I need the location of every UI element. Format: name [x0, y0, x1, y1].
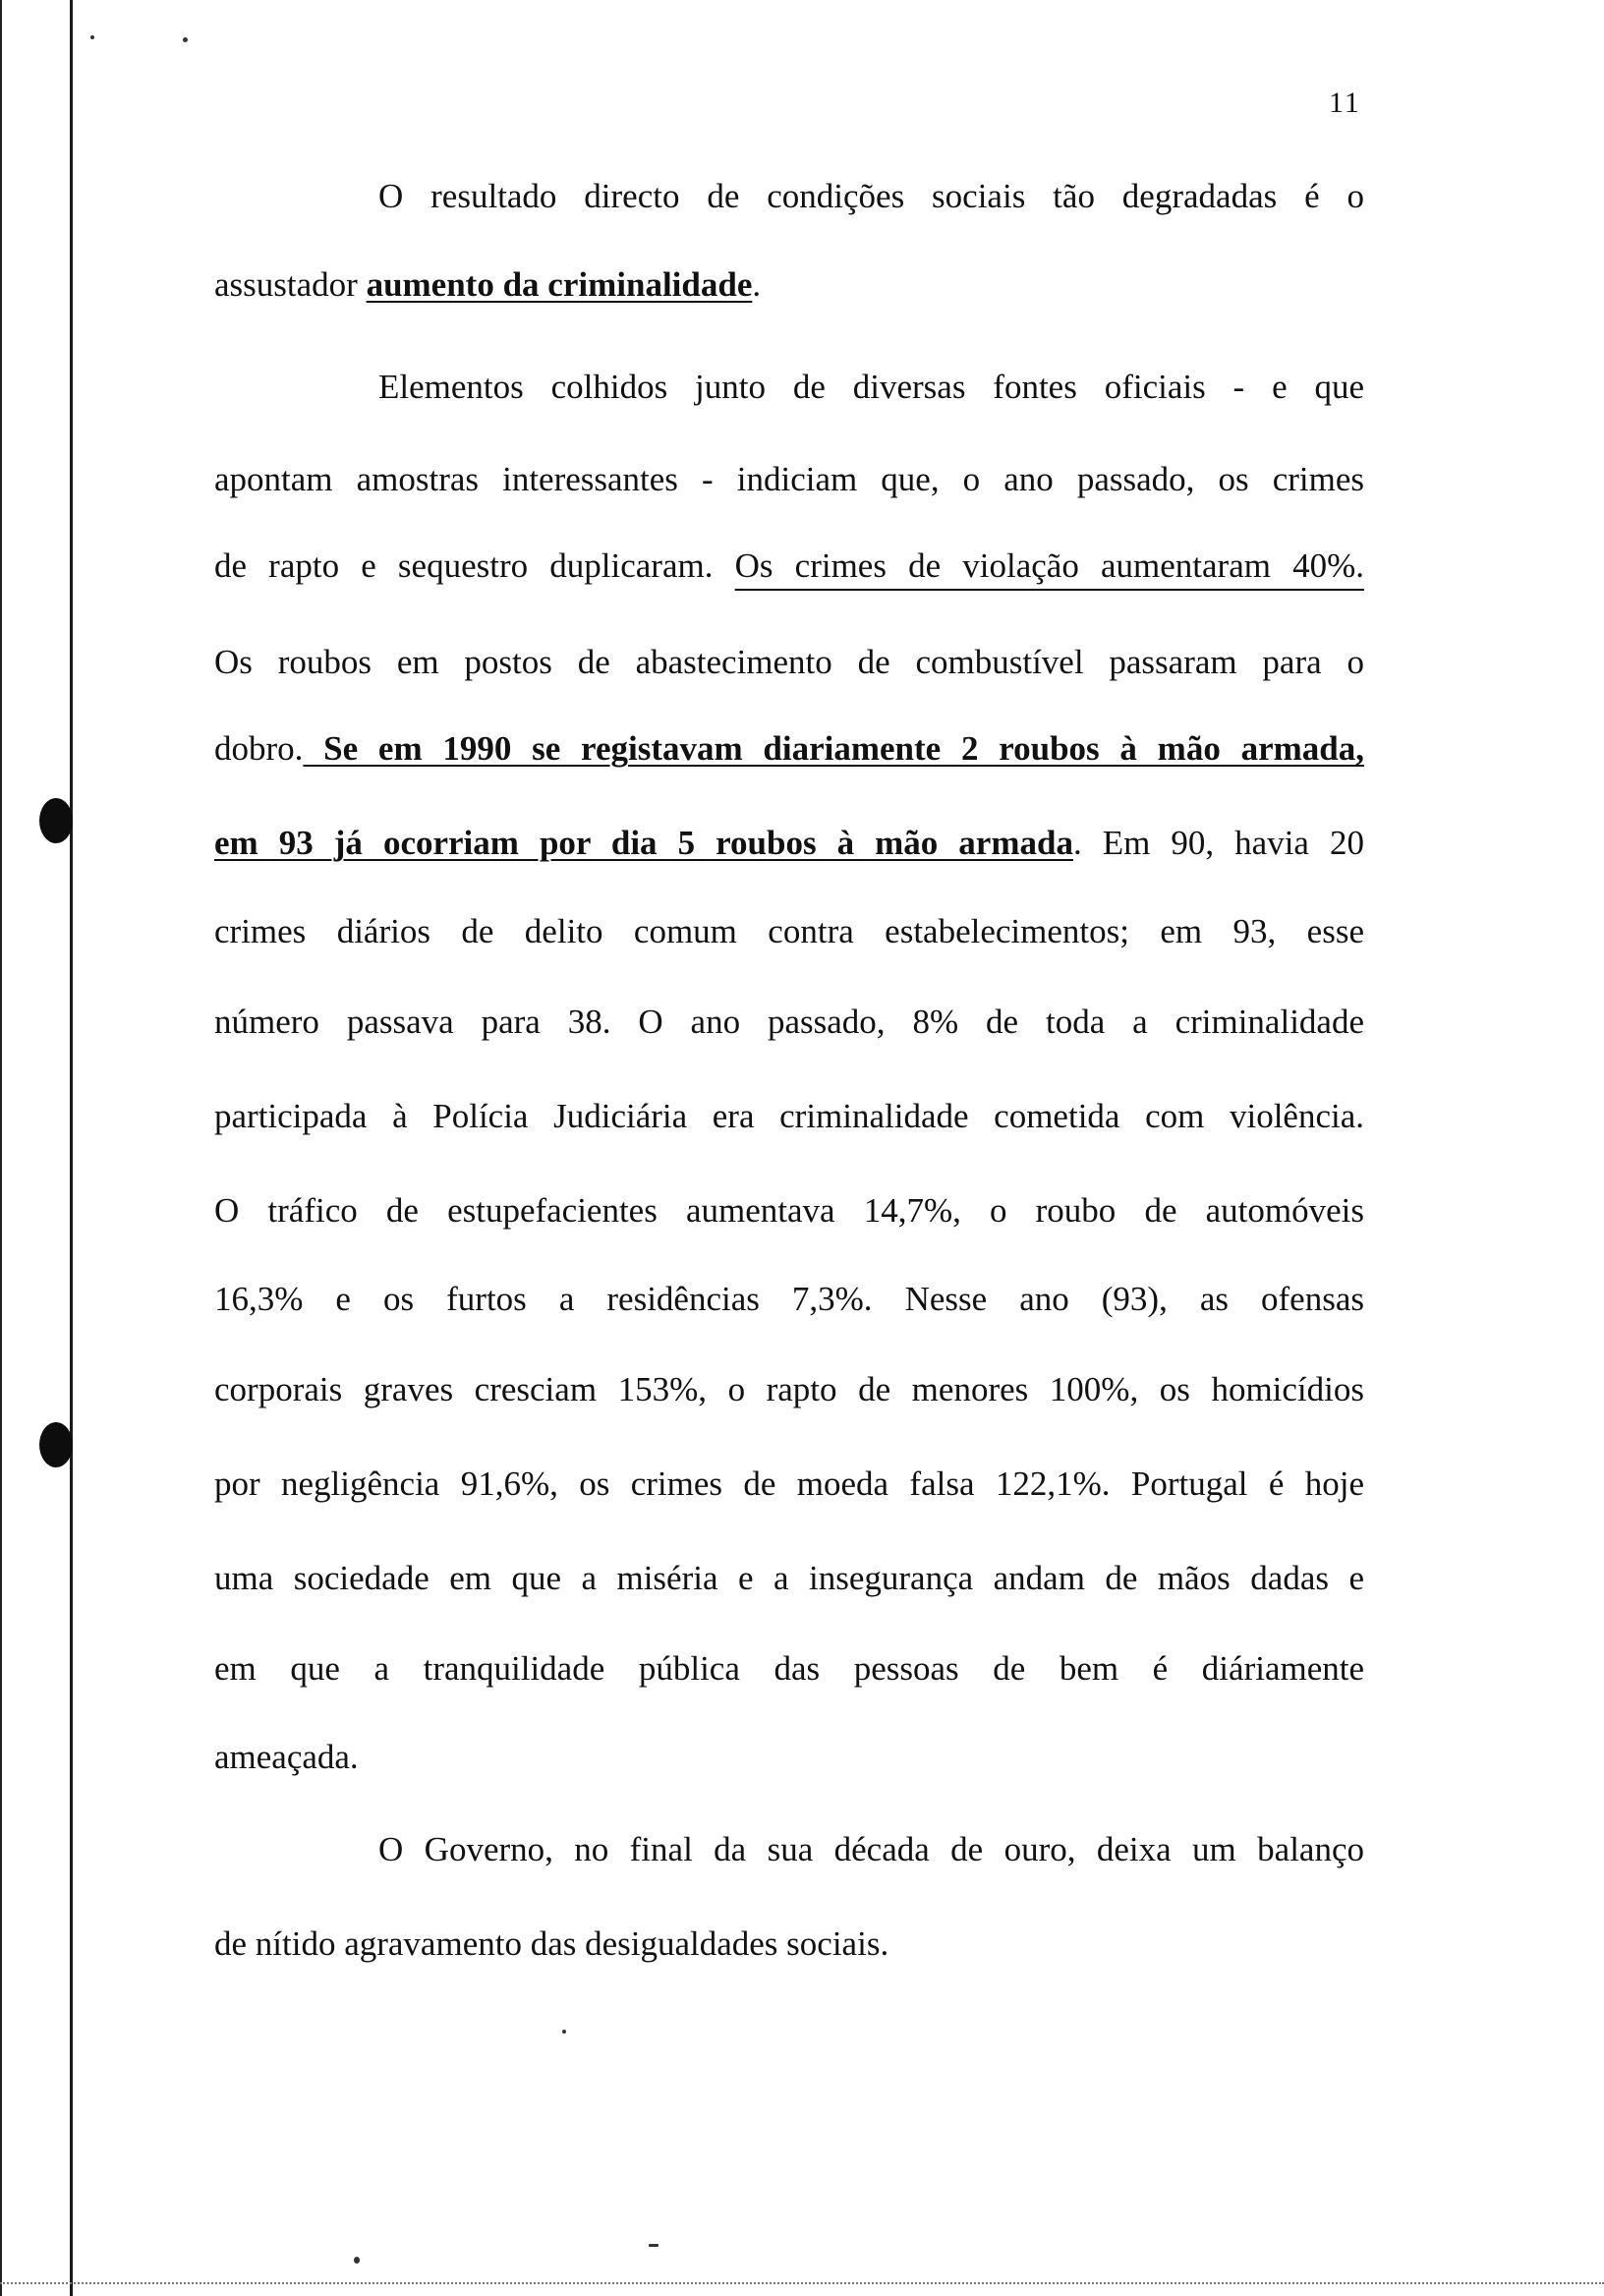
body-line: Os roubos em postos de abastecimento de combustível passaram para o — [214, 643, 1364, 681]
body-line: em que a tranquilidade pública das pessoas de bem é diáriamente — [214, 1649, 1364, 1688]
body-line: O resultado directo de condições sociais tão degradadas é o — [378, 177, 1364, 215]
underlined-phrase: em 93 já ocorriam por dia 5 roubos à mão armada — [214, 824, 1073, 862]
scan-bottom-edge — [0, 2282, 1604, 2286]
body-line: crimes diários de delito comum contra estabelecimentos; em 93, esse — [214, 912, 1364, 950]
body-line: em 93 já ocorriam por dia 5 roubos à mão armada. Em 90, havia 20 — [214, 824, 1364, 862]
body-line: por negligência 91,6%, os crimes de moeda falsa 122,1%. Portugal é hoje — [214, 1464, 1364, 1503]
scan-speck — [90, 35, 94, 39]
punch-hole-top — [39, 798, 73, 843]
handwritten-underline: Os crimes de violação aumentaram 40%. — [734, 546, 1364, 585]
body-line: de nítido agravamento das desigualdades sociais. — [214, 1924, 889, 1963]
scan-speck — [649, 2244, 659, 2247]
body-line: assustador aumento da criminalidade. — [214, 265, 762, 304]
scan-left-edge — [0, 0, 2, 2296]
binding-margin-line — [70, 0, 73, 2296]
scan-speck — [183, 37, 188, 42]
body-line: ameaçada. — [214, 1738, 359, 1776]
body-line: corporais graves cresciam 153%, o rapto de menores 100%, os homicídios — [214, 1370, 1364, 1408]
body-line: O tráfico de estupefacientes aumentava 14,7%, o roubo de automóveis — [214, 1191, 1364, 1230]
body-line: número passava para 38. O ano passado, 8% de toda a criminalidade — [214, 1003, 1364, 1041]
underlined-phrase: aumento da criminalidade — [366, 265, 753, 304]
body-line: 16,3% e os furtos a residências 7,3%. Nesse ano (93), as ofensas — [214, 1280, 1364, 1318]
body-line: O Governo, no final da sua década de ouro, deixa um balanço — [378, 1830, 1364, 1868]
body-line: participada à Polícia Judiciária era criminalidade cometida com violência. — [214, 1097, 1364, 1135]
body-line: apontam amostras interessantes - indiciam que, o ano passado, os crimes — [214, 460, 1364, 498]
scan-speck — [562, 2030, 566, 2034]
page-number: 11 — [1329, 86, 1361, 119]
body-line: uma sociedade em que a miséria e a insegurança andam de mãos dadas e — [214, 1559, 1364, 1597]
body-line: de rapto e sequestro duplicaram. Os crimes de violação aumentaram 40%. — [214, 546, 1364, 585]
body-line: dobro. Se em 1990 se registavam diariamente 2 roubos à mão armada, — [214, 729, 1364, 768]
underlined-phrase: Se em 1990 se registavam diariamente 2 roubos à mão armada, — [303, 729, 1364, 768]
punch-hole-bottom — [39, 1422, 73, 1467]
body-line: Elementos colhidos junto de diversas fontes oficiais - e que — [378, 368, 1364, 406]
scan-speck — [354, 2257, 360, 2264]
